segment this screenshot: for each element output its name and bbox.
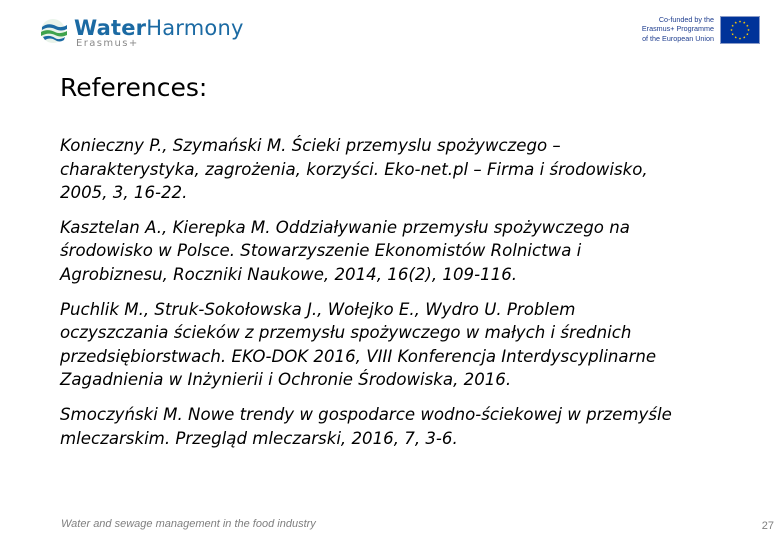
- eu-cofunded-logo: [618, 15, 760, 49]
- page-number: 27: [761, 520, 774, 532]
- reference-line: Konieczny P., Szymański M. Ścieki przemyslu spożywczego –: [60, 136, 561, 155]
- reference-line: Zagadnienia w Inżynierii i Ochronie Środowiska, 2016.: [60, 370, 512, 390]
- reference-line: Kasztelan A., Kierepka M. Oddziaływanie przemysłu spożywczego na: [60, 217, 630, 237]
- logo-word-harmony: Harmony: [146, 16, 244, 40]
- reference-line: mleczarskim. Przegląd mleczarski, 2016, 7, 3-6.: [60, 428, 458, 448]
- logo-subtitle: Erasmus+: [76, 38, 139, 49]
- eu-flag-icon: [720, 16, 760, 44]
- reference-line: Puchlik M., Struk-Sokołowska J., Wołejko E., Wydro U. Problem: [60, 299, 576, 319]
- reference-line: 2005, 3, 16-22.: [60, 183, 188, 203]
- reference-line: środowisko w Polsce. Stowarzyszenie Ekonomistów Rolnictwa i: [60, 241, 582, 261]
- reference-line: przedsiębiorstwach. EKO-DOK 2016, VIII Konferencja Interdyscyplinarne: [60, 346, 657, 366]
- reference-line: Smoczyński M. Nowe trendy w gospodarce wodno-ściekowej w przemyśle: [60, 404, 672, 424]
- water-harmony-logo-icon: [40, 18, 68, 44]
- reference-item: [60, 298, 750, 392]
- reference-item: [60, 403, 750, 450]
- reference-item: [60, 216, 750, 287]
- page-title: References:: [60, 73, 208, 102]
- water-harmony-logo: [38, 14, 244, 49]
- logo-word-water: Water: [74, 16, 147, 40]
- eu-text-line-1: Co-funded by the: [658, 15, 714, 24]
- eu-text-line-2: Erasmus+ Programme: [641, 24, 714, 34]
- reference-line: oczyszczania ścieków z przemysłu spożywczego w małych i średnich: [60, 323, 632, 343]
- footer-text: Water and sewage management in the food industry: [61, 518, 316, 530]
- reference-line: Agrobiznesu, Roczniki Naukowe, 2014, 16(2), 109-116.: [60, 264, 518, 284]
- eu-cofunded-text: [618, 15, 714, 43]
- reference-line: charakterystyka, zagrożenia, korzyści. Eko-net.pl – Firma i środowisko,: [60, 159, 648, 179]
- references-list: [60, 134, 750, 461]
- eu-text-line-3: of the European Union: [642, 33, 714, 43]
- reference-item: [60, 134, 750, 205]
